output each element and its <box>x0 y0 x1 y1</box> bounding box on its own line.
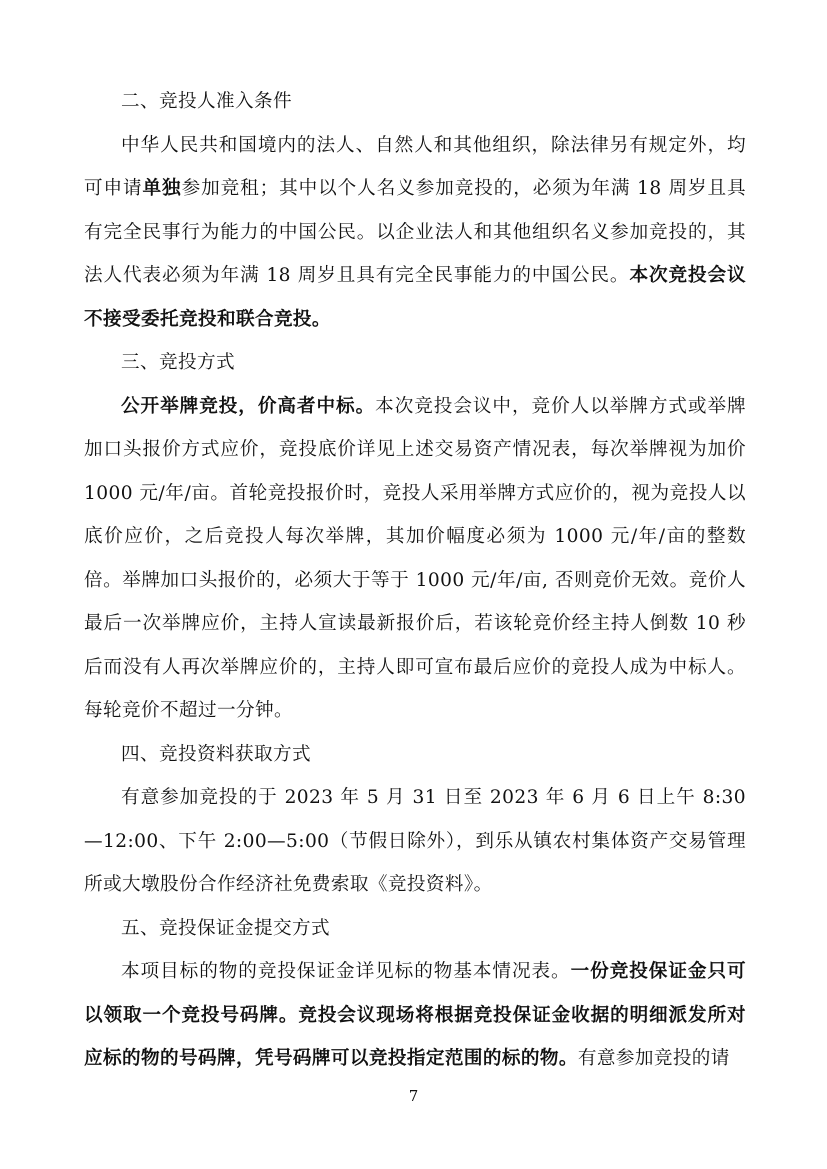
body-text: 本项目标的物的竞投保证金详见标的物基本情况表。 <box>121 961 571 982</box>
body-text: 有意参加竞投的于 2023 年 5 月 31 日至 2023 年 6 月 6 日上午 8:30—12:00、下午 2:00—5:00（节假日除外），到乐从镇农村集体资产交易管理所或大墩股份合作经济社免费索取《竞投资料》。 <box>84 787 746 895</box>
body-text: 有意参加竞投的请 <box>577 1048 730 1069</box>
emphasis-text: 公开举牌竞投，价高者中标。 <box>121 395 376 417</box>
emphasis-text: 单独 <box>142 178 182 199</box>
body-text: 参加竞租；其中以个人名义参加竞投的，必须为年满 18 周岁且具有完全民事行为能力的中国公民。以企业法人和其他组织名义参加竞投的，其法人代表必须为年满 18 周岁且具有完全民事能力的中国公民。 <box>84 178 746 286</box>
body-paragraph <box>84 950 746 1081</box>
body-paragraph <box>84 124 746 342</box>
body-paragraph <box>84 385 746 733</box>
page-content <box>84 80 746 1081</box>
page-number: 7 <box>408 1087 419 1105</box>
body-text: 本次竞投会议中，竞价人以举牌方式或举牌加口头报价方式应价，竞投底价详见上述交易资产情况表，每次举牌视为加价 1000 元/年/亩。首轮竞投报价时，竞投人采用举牌方式应价的，视为竞投人以底价应价，之后竞投人每次举牌，其加价幅度必须为 1000 元/年/亩的整数倍。举牌加口头报价的，必须大于等于 1000 元/年/亩, 否则竞价无效。竞价人最后一次举牌应价，主持人宣读最新报价后，若该轮竞价经主持人倒数 10 秒后而没有人再次举牌应价的，主持人即可宣布最后应价的竞投人成为中标人。每轮竞价不超过一分钟。 <box>84 395 747 721</box>
section-heading: 五、竞投保证金提交方式 <box>121 917 330 939</box>
section-heading: 二、竞投人准入条件 <box>121 91 292 112</box>
section-heading: 四、竞投资料获取方式 <box>121 743 311 765</box>
body-text: 中华人民共和国境内的法人、自然人和其他组织，除法律另有规定外，均可申请 <box>84 134 746 199</box>
body-paragraph <box>84 776 746 907</box>
section-heading: 三、竞投方式 <box>121 352 235 373</box>
emphasis-text: 本次竞投会议不接受委托竞投和联合竞投。 <box>84 265 746 330</box>
emphasis-text: 一份竞投保证金只可以领取一个竞投号码牌。竞投会议现场将根据竞投保证金收据的明细派发所对应标的物的号码牌，凭号码牌可以竞投指定范围的标的物。 <box>84 961 746 1069</box>
